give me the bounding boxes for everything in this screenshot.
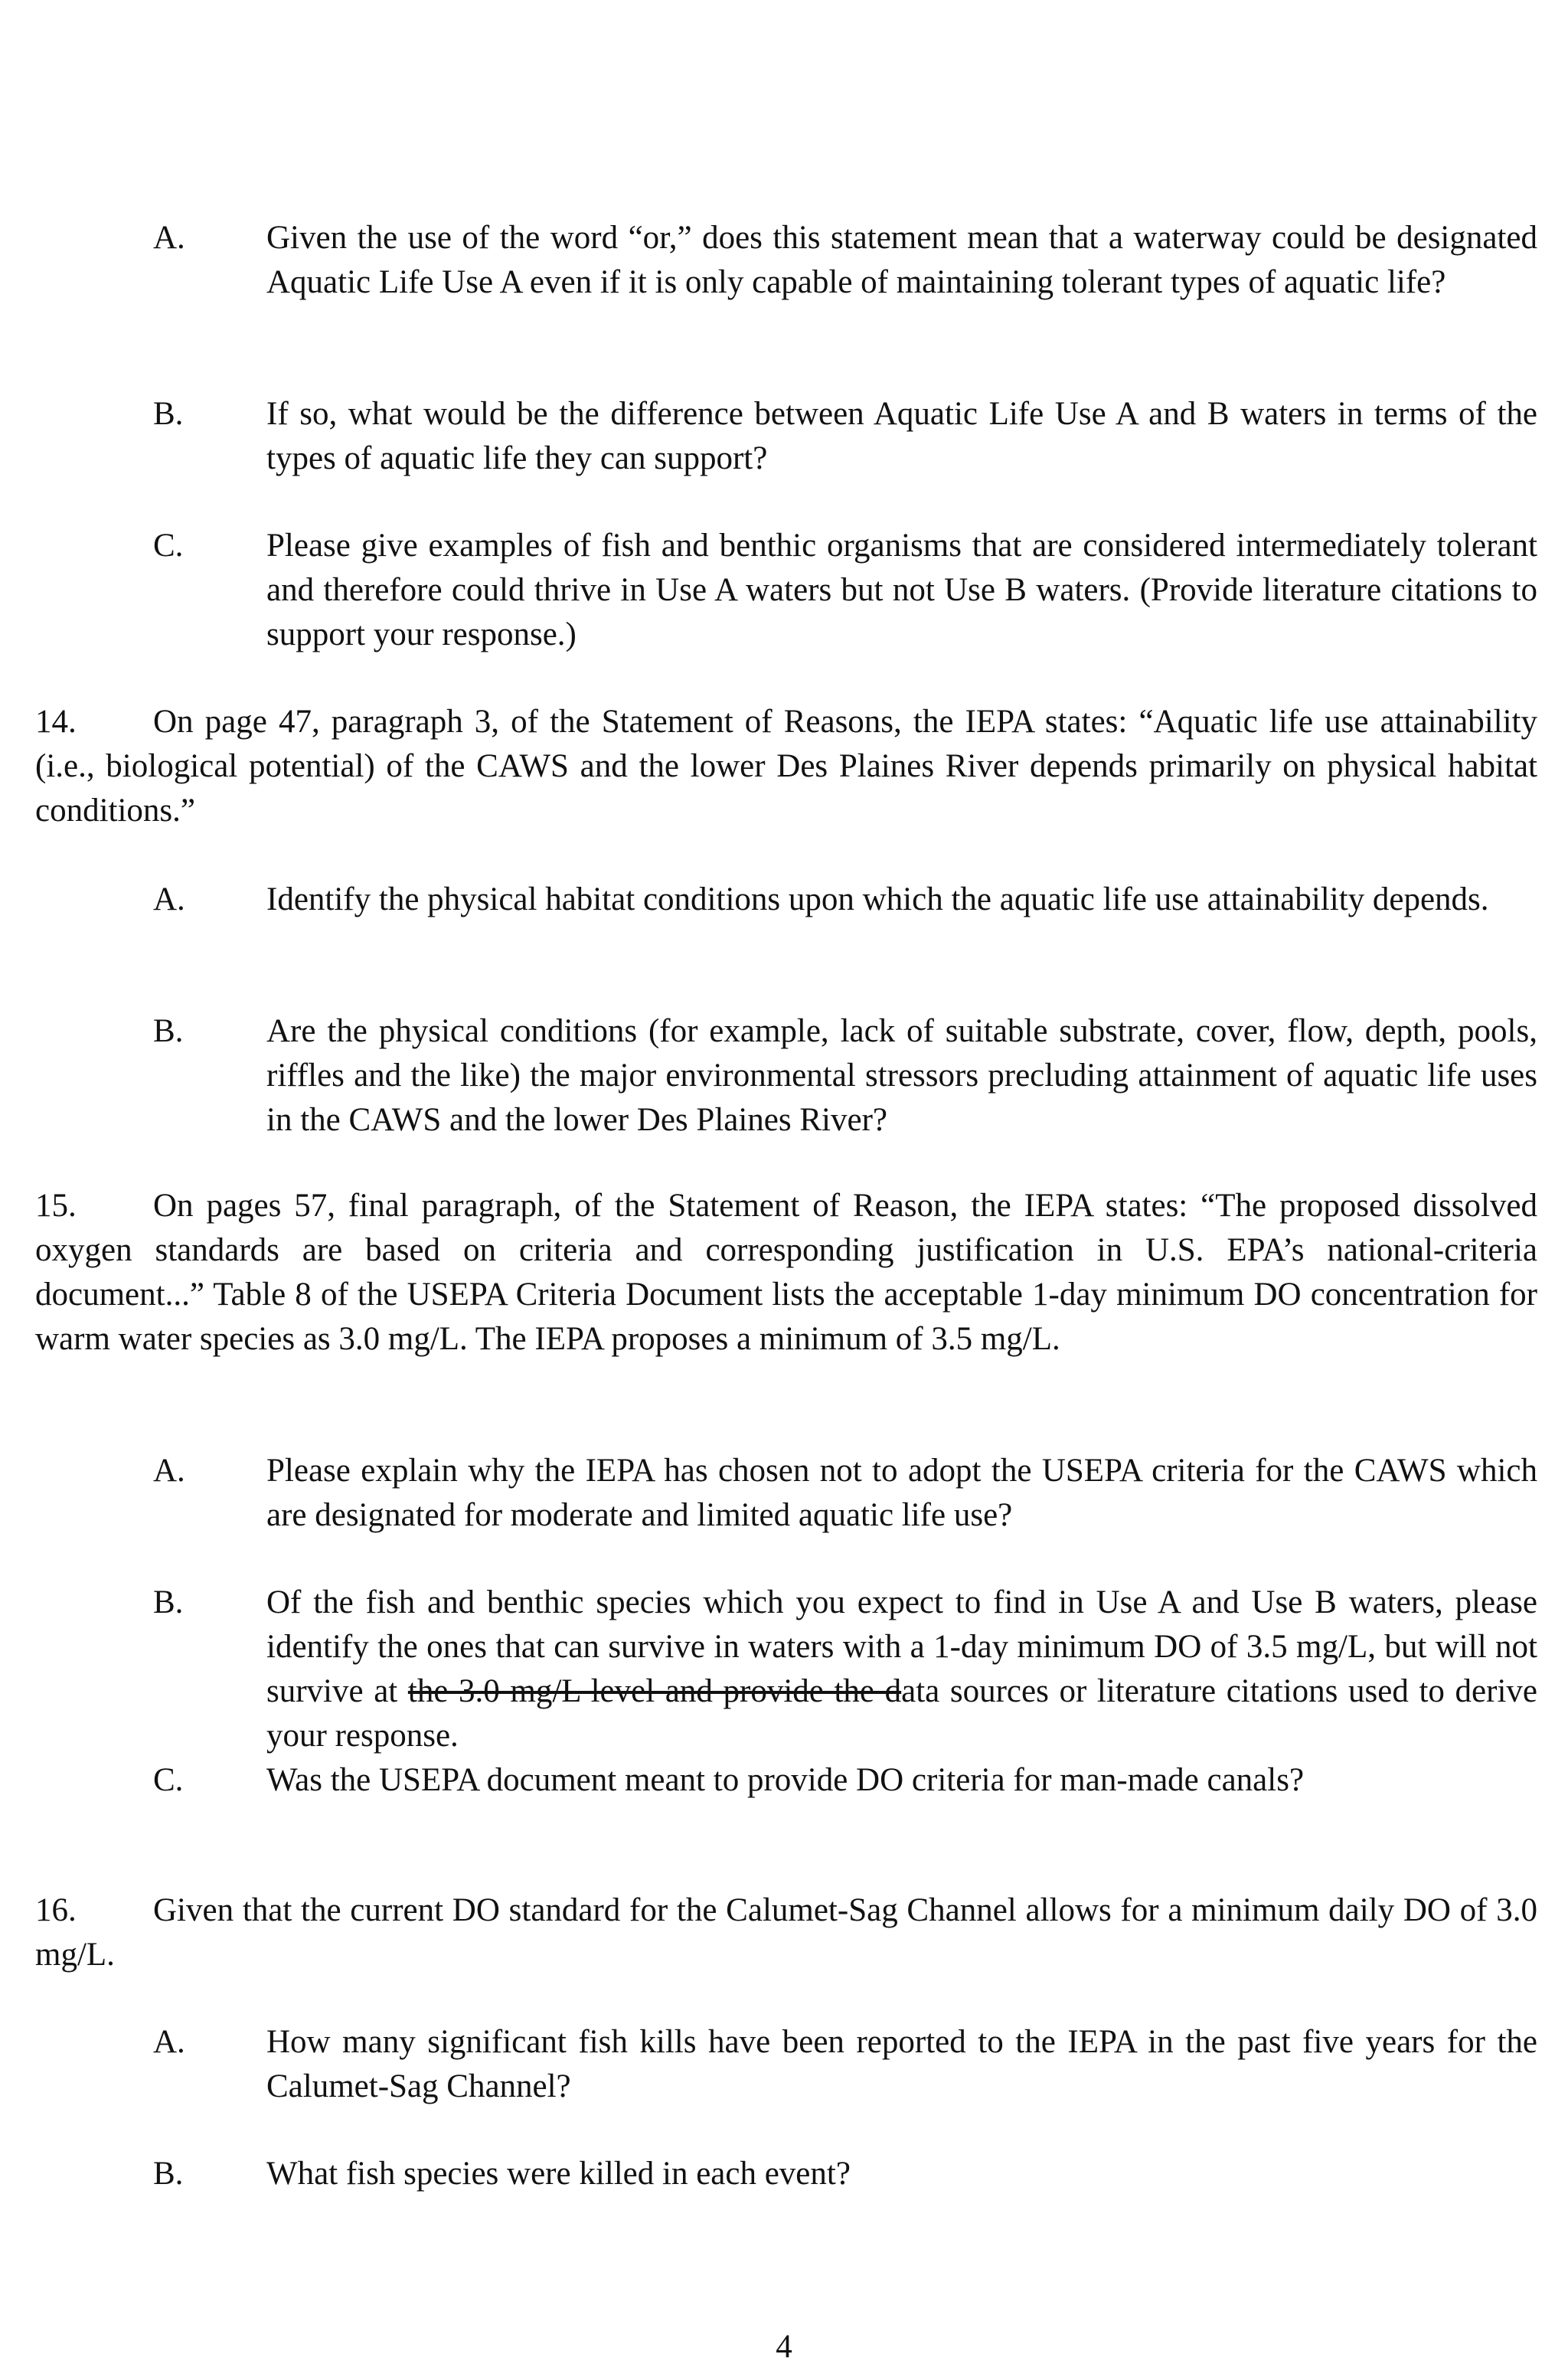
- q13-c-text: Please give examples of fish and benthic organisms that are considered intermediately tolerant and therefore could thrive in Use A waters but not Use B waters. (Provide literature citations to support your response.): [266, 528, 1537, 652]
- q13-c-label: C.: [153, 528, 184, 564]
- q16-number: 16.: [35, 1892, 77, 1928]
- q14-b-label: B.: [153, 1013, 184, 1049]
- q16-b-text: What fish species were killed in each event?: [266, 2156, 851, 2192]
- q13-b-text: If so, what would be the difference between Aquatic Life Use A and B waters in terms of the types of aquatic life they can support?: [266, 396, 1537, 476]
- q13-a-label: A.: [153, 220, 185, 256]
- q15-b-struck-text: the 3.0 mg/L level and provide the d: [407, 1673, 902, 1709]
- q15-b-text: [266, 1581, 1537, 1758]
- q16-a-label: A.: [153, 2024, 185, 2060]
- q15-b-label: B.: [153, 1584, 184, 1620]
- q16-text: Given that the current DO standard for the Calumet-Sag Channel allows for a minimum daily DO of 3.0 mg/L.: [35, 1892, 1537, 1973]
- q16-a-text: How many significant fish kills have been reported to the IEPA in the past five years for the Calumet-Sag Channel?: [266, 2024, 1537, 2104]
- q15-c-text: Was the USEPA document meant to provide DO criteria for man-made canals?: [266, 1762, 1305, 1798]
- q13-a-text: Given the use of the word “or,” does this statement mean that a waterway could be designated Aquatic Life Use A even if it is only capable of maintaining tolerant types of aquatic life?: [266, 220, 1537, 300]
- q14-a-label: A.: [153, 881, 185, 917]
- q14-b-text: Are the physical conditions (for example, lack of suitable substrate, cover, flow, depth, pools, riffles and the like) the major environmental stressors precluding attainment of aquatic life uses in the CAWS and the lower Des Plaines River?: [266, 1013, 1537, 1138]
- q14-number: 14.: [35, 704, 77, 740]
- q15-c-label: C.: [153, 1762, 184, 1798]
- q15-b-text-before: Of the fish and benthic species which you expect to find in Use A and Use B waters, please identify the ones that can survive in waters with a 1-day minimum DO of 3.5 mg/L, but will not survive at: [266, 1584, 1537, 1709]
- page-number: 4: [776, 2329, 792, 2365]
- q14-text: On page 47, paragraph 3, of the Statement of Reasons, the IEPA states: “Aquatic life use attainability (i.e., biological potential) of the CAWS and the lower Des Plaines River depends primarily on physical habitat conditions.”: [35, 704, 1537, 829]
- q13-b-label: B.: [153, 396, 184, 432]
- q15-b-text-after: ata sources or literature citations used to derive your response.: [266, 1673, 1537, 1754]
- q16-b-label: B.: [153, 2156, 184, 2192]
- q14-a-text: Identify the physical habitat conditions upon which the aquatic life use attainability depends.: [266, 881, 1489, 917]
- q15-a-label: A.: [153, 1453, 185, 1489]
- q15-a-text: Please explain why the IEPA has chosen not to adopt the USEPA criteria for the CAWS which are designated for moderate and limited aquatic life use?: [266, 1453, 1537, 1533]
- q15-number: 15.: [35, 1188, 77, 1224]
- q15-text: On pages 57, final paragraph, of the Statement of Reason, the IEPA states: “The proposed dissolved oxygen standards are based on criteria and corresponding justification in U.S. EPA’s national-criteria document...” Table 8 of the USEPA Criteria Document lists the acceptable 1-day minimum DO concentration for warm water species as 3.0 mg/L. The IEPA proposes a minimum of 3.5 mg/L.: [35, 1188, 1537, 1357]
